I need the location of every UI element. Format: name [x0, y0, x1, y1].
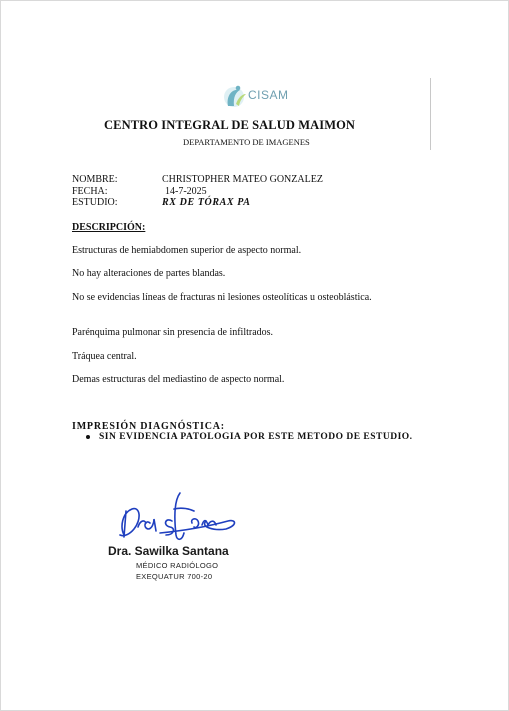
logo-text: CISAM: [248, 88, 289, 102]
impression-item: [86, 432, 413, 442]
margin-rule: [430, 78, 431, 150]
description-paragraph: Parénquima pulmonar sin presencia de infiltrados.: [72, 327, 274, 338]
date-label: FECHA:: [72, 186, 108, 197]
doctor-role: MÉDICO RADIÓLOGO: [136, 561, 219, 570]
bullet-icon: [86, 435, 90, 439]
description-heading: DESCRIPCIÓN:: [72, 222, 146, 233]
description-paragraph: Tráquea central.: [72, 351, 137, 362]
description-paragraph: Estructuras de hemiabdomen superior de aspecto normal.: [72, 245, 302, 256]
study-value: RX DE TÓRAX PA: [162, 197, 251, 208]
impression-item-text: SIN EVIDENCIA PATOLOGIA POR ESTE METODO DE ESTUDIO.: [99, 432, 413, 442]
description-paragraph: No hay alteraciones de partes blandas.: [72, 268, 226, 279]
doctor-exequatur: EXEQUATUR 700-20: [136, 572, 213, 581]
description-paragraph: Demas estructuras del mediastino de aspecto normal.: [72, 374, 285, 385]
org-title: CENTRO INTEGRAL DE SALUD MAIMON: [104, 118, 356, 132]
study-label: ESTUDIO:: [72, 197, 118, 208]
name-label: NOMBRE:: [72, 174, 118, 185]
doctor-name: Dra. Sawilka Santana: [108, 544, 229, 558]
department-name: DEPARTAMENTO DE IMAGENES: [183, 137, 310, 147]
name-value: CHRISTOPHER MATEO GONZALEZ: [162, 174, 323, 185]
description-paragraph: No se evidencias líneas de fracturas ni lesiones osteolíticas u osteoblástica.: [72, 292, 372, 303]
impression-heading: IMPRESIÓN DIAGNÓSTICA:: [72, 421, 225, 432]
date-value: 14-7-2025: [165, 186, 207, 197]
handwritten-signature: [110, 487, 240, 547]
